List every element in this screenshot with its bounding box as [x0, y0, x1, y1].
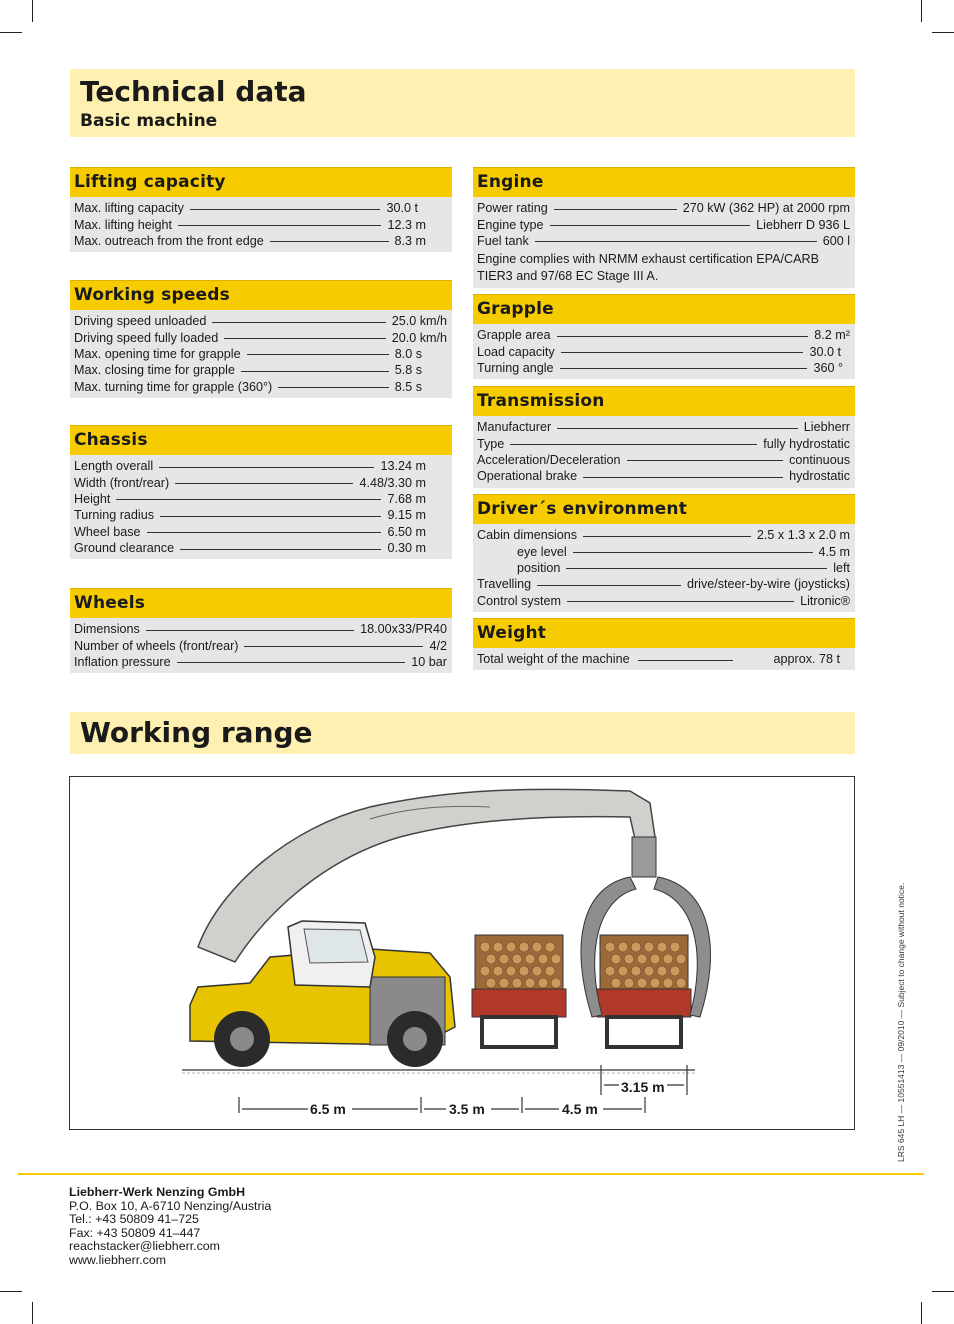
- leader-line: [160, 516, 381, 517]
- spec-label: Ground clearance: [74, 541, 175, 556]
- section-title: Lifting capacity: [74, 172, 226, 192]
- spec-value: 0.30 m: [387, 541, 426, 556]
- spec-label: Turning angle: [477, 360, 554, 375]
- section-header: [70, 425, 452, 455]
- spec-row: [477, 327, 850, 343]
- document-reference: LRS 645 LH — 10551413 — 09/2010 — Subject to change without notice.: [896, 882, 906, 1162]
- spec-row: [74, 216, 447, 232]
- leader-line: [212, 322, 385, 323]
- cabin-window: [304, 929, 368, 963]
- leader-line: [638, 660, 734, 661]
- section-chassis: [70, 425, 452, 559]
- spec-row: [74, 524, 447, 540]
- spec-row: [74, 621, 447, 637]
- leader-line: [177, 662, 406, 663]
- spec-label: Travelling: [477, 577, 532, 592]
- front-wheel-hub: [230, 1027, 254, 1051]
- spec-row: [74, 507, 447, 523]
- section-title: Engine: [477, 172, 544, 192]
- section-title: Working speeds: [74, 285, 230, 305]
- spec-row: [74, 540, 447, 556]
- spec-label: Acceleration/Deceleration: [477, 452, 621, 467]
- spec-value: hydrostatic: [789, 469, 850, 484]
- spec-label: Wheel base: [74, 524, 141, 539]
- spec-label: Type: [477, 436, 505, 451]
- spec-value: 13.24 m: [380, 459, 426, 474]
- leader-line: [567, 601, 794, 602]
- spec-row: [477, 216, 850, 232]
- leader-line: [560, 368, 808, 369]
- section-body: [70, 618, 452, 673]
- footer-rule: [18, 1173, 924, 1175]
- spec-row: [477, 576, 850, 592]
- section-body: [473, 324, 855, 379]
- section-title: Driver´s environment: [477, 499, 688, 519]
- spec-row: [74, 379, 447, 395]
- spec-row: [477, 233, 850, 249]
- spec-value: Liebherr: [803, 420, 850, 435]
- spec-label: Max. outreach from the front edge: [74, 233, 264, 248]
- spec-value: 25.0 km/h: [391, 314, 447, 329]
- working-range-title: Working range: [80, 716, 313, 749]
- spec-row: [74, 362, 447, 378]
- section-title: Grapple: [477, 299, 554, 319]
- spec-label: Dimensions: [74, 622, 140, 637]
- grapple-rotator: [632, 837, 656, 877]
- section-body: [70, 197, 452, 252]
- leader-line: [116, 499, 381, 500]
- leader-line: [190, 209, 381, 210]
- company-address: [69, 1186, 271, 1268]
- section-body: [70, 455, 452, 559]
- section-title: Chassis: [74, 430, 148, 450]
- section-lifting-capacity: [70, 167, 452, 252]
- spec-value: 2.5 x 1.3 x 2.0 m: [756, 528, 850, 543]
- spec-label: Manufacturer: [477, 420, 552, 435]
- spec-value: 8.3 m: [394, 233, 426, 248]
- section-header: [473, 618, 855, 648]
- leader-line: [224, 338, 385, 339]
- spec-row: [74, 313, 447, 329]
- page-title: Technical data: [80, 75, 307, 108]
- section-grapple: [473, 294, 855, 379]
- spec-row: [74, 200, 447, 216]
- section-body: [473, 197, 855, 288]
- wagon-frame: [597, 989, 691, 1017]
- email: reachstacker@liebherr.com: [69, 1239, 220, 1254]
- spec-value: 7.68 m: [387, 491, 426, 506]
- section-header: [473, 494, 855, 524]
- spec-value: 5.8 s: [394, 363, 422, 378]
- rear-wheel-hub: [403, 1027, 427, 1051]
- spec-label: Grapple area: [477, 328, 551, 343]
- spec-label: Max. lifting capacity: [74, 201, 184, 216]
- leader-line: [557, 428, 798, 429]
- section-header: [70, 280, 452, 310]
- postal-address: P.O. Box 10, A-6710 Nenzing/Austria: [69, 1198, 272, 1213]
- spec-label: Max. closing time for grapple: [74, 363, 235, 378]
- fax: Fax: +43 50809 41–447: [69, 1225, 201, 1240]
- spec-value: 4.48/3.30 m: [359, 475, 426, 490]
- section-header: [473, 294, 855, 324]
- spec-row: [74, 346, 447, 362]
- section-working-speeds: [70, 280, 452, 398]
- dimension-label: 4.5 m: [562, 1101, 598, 1117]
- spec-row: [477, 435, 850, 451]
- spec-label: Fuel tank: [477, 233, 529, 248]
- leader-line: [180, 549, 381, 550]
- spec-value: 18.00x33/PR40: [360, 622, 447, 637]
- crop-mark: [921, 0, 922, 22]
- section-body: [473, 524, 855, 612]
- machine-illustration: [70, 777, 854, 1129]
- leader-line: [270, 241, 389, 242]
- section-title: Weight: [477, 623, 547, 643]
- spec-label: Height: [74, 491, 111, 506]
- spec-value: approx. 78 t: [773, 652, 840, 667]
- leader-line: [550, 225, 751, 226]
- spec-label: Cabin dimensions: [477, 528, 578, 543]
- spec-row: [477, 452, 850, 468]
- spec-row: [74, 329, 447, 345]
- leader-line: [573, 552, 813, 553]
- spec-row: [477, 468, 850, 484]
- leader-line: [583, 477, 783, 478]
- spec-row: [74, 233, 447, 249]
- leader-line: [627, 460, 784, 461]
- leader-line: [510, 444, 757, 445]
- working-range-diagram: [69, 776, 855, 1130]
- leader-line: [537, 585, 681, 586]
- spec-value: 6.50 m: [387, 524, 426, 539]
- leader-line: [159, 467, 374, 468]
- spec-label: Power rating: [477, 201, 548, 216]
- spec-value: 9.15 m: [387, 508, 426, 523]
- spec-row: [477, 560, 850, 576]
- spec-row: [477, 527, 850, 543]
- spec-row: [477, 343, 850, 359]
- crop-mark: [921, 1302, 922, 1324]
- section-title: Wheels: [74, 593, 146, 613]
- section-header: [70, 167, 452, 197]
- spec-value: 30.0 t: [386, 201, 418, 216]
- website: www.liebherr.com: [69, 1252, 167, 1267]
- spec-label: Max. lifting height: [74, 217, 173, 232]
- section-title: Transmission: [477, 391, 605, 411]
- crop-mark: [932, 1291, 954, 1292]
- spec-value: 360 °: [813, 360, 843, 375]
- spec-value: 10 bar: [411, 654, 447, 669]
- leader-line: [241, 371, 389, 372]
- spec-label: Max. turning time for grapple (360°): [74, 379, 273, 394]
- spec-value: Litronic®: [800, 593, 850, 608]
- spec-row: [477, 200, 850, 216]
- section-wheels: [70, 588, 452, 673]
- spec-value: 4/2: [429, 638, 447, 653]
- crop-mark: [32, 1302, 33, 1324]
- leader-line: [146, 630, 354, 631]
- working-range-header: [70, 712, 855, 754]
- dimension-label: 3.15 m: [621, 1079, 665, 1095]
- leader-line: [561, 352, 804, 353]
- spec-value: 8.2 m²: [814, 328, 850, 343]
- crop-mark: [0, 1291, 22, 1292]
- spec-value: 600 l: [822, 233, 850, 248]
- wagon-frame: [472, 989, 566, 1017]
- spec-row: [477, 419, 850, 435]
- dimension-label: 6.5 m: [310, 1101, 346, 1117]
- leader-line: [583, 536, 751, 537]
- section-header: [70, 588, 452, 618]
- spec-value: 12.3 m: [387, 217, 426, 232]
- spec-row: [74, 458, 447, 474]
- spec-label: position: [517, 560, 561, 575]
- spec-value: 20.0 km/h: [391, 330, 447, 345]
- section-engine: [473, 167, 855, 288]
- leader-line: [554, 209, 677, 210]
- leader-line: [566, 568, 827, 569]
- spec-label: Operational brake: [477, 469, 578, 484]
- spec-row: [477, 593, 850, 609]
- spec-label: Width (front/rear): [74, 475, 170, 490]
- spec-value: drive/steer-by-wire (joysticks): [686, 577, 850, 592]
- leader-line: [178, 225, 381, 226]
- leader-line: [535, 241, 817, 242]
- leader-line: [175, 483, 353, 484]
- spec-row: [477, 360, 850, 376]
- section-body: [473, 416, 855, 488]
- crop-mark: [0, 32, 22, 33]
- leader-line: [557, 336, 809, 337]
- wagon-bogie: [607, 1017, 681, 1047]
- spec-row: [74, 491, 447, 507]
- section-body: [473, 648, 855, 670]
- page-subtitle: Basic machine: [80, 111, 218, 131]
- crop-mark: [932, 32, 954, 33]
- section-weight: [473, 618, 855, 670]
- wagon-bogie: [482, 1017, 556, 1047]
- dimension-label: 3.5 m: [449, 1101, 485, 1117]
- leader-line: [244, 646, 423, 647]
- section-drivers-environment: [473, 494, 855, 612]
- spec-label: Turning radius: [74, 508, 155, 523]
- spec-row: [74, 474, 447, 490]
- spec-label: Driving speed fully loaded: [74, 330, 219, 345]
- section-header: [473, 167, 855, 197]
- spec-label: Total weight of the machine: [477, 652, 630, 667]
- spec-row: [74, 654, 447, 670]
- spec-label: Control system: [477, 593, 561, 608]
- spec-label: Engine type: [477, 217, 544, 232]
- leader-line: [247, 354, 389, 355]
- spec-value: 270 kW (362 HP) at 2000 rpm: [682, 201, 850, 216]
- phone: Tel.: +43 50809 41–725: [69, 1212, 199, 1227]
- spec-row: [477, 543, 850, 559]
- spec-value: left: [833, 560, 850, 575]
- spec-label: Length overall: [74, 459, 154, 474]
- leader-line: [147, 532, 382, 533]
- spec-value: 8.0 s: [394, 346, 422, 361]
- spec-value: continuous: [789, 452, 850, 467]
- spec-label: Load capacity: [477, 344, 555, 359]
- spec-value: fully hydrostatic: [763, 436, 850, 451]
- section-body: [70, 310, 452, 398]
- leader-line: [278, 387, 388, 388]
- spec-value: Liebherr D 936 L: [756, 217, 850, 232]
- spec-label: Max. opening time for grapple: [74, 346, 241, 361]
- crop-mark: [32, 0, 33, 22]
- spec-value: 4.5 m: [818, 544, 850, 559]
- spec-row: [477, 651, 850, 667]
- spec-value: 8.5 s: [394, 379, 422, 394]
- section-header: [473, 386, 855, 416]
- engine-note: Engine complies with NRMM exhaust certification EPA/CARB TIER3 and 97/68 EC Stage III A.: [477, 252, 820, 284]
- company-name: Liebherr-Werk Nenzing GmbH: [69, 1185, 246, 1199]
- spec-label: Inflation pressure: [74, 654, 171, 669]
- section-transmission: [473, 386, 855, 488]
- spec-label: eye level: [517, 544, 567, 559]
- spec-label: Number of wheels (front/rear): [74, 638, 239, 653]
- spec-value: 30.0 t: [809, 344, 841, 359]
- technical-data-header: [70, 69, 855, 137]
- spec-label: Driving speed unloaded: [74, 314, 207, 329]
- spec-row: [74, 637, 447, 653]
